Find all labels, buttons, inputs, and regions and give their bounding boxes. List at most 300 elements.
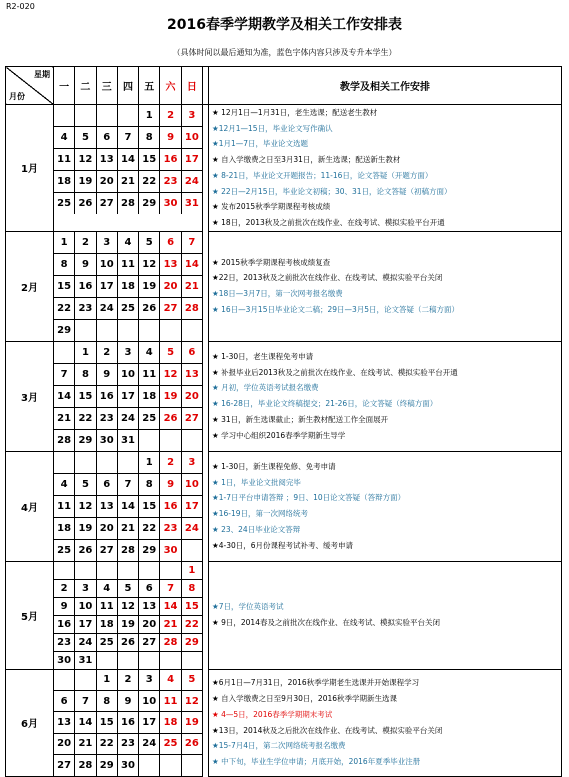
calendar-week xyxy=(54,711,202,732)
calendar-day: 30 xyxy=(159,193,180,214)
corner-header xyxy=(6,67,54,105)
calendar-day: 5 xyxy=(159,342,180,363)
calendar-day xyxy=(138,320,159,341)
calendar-day: 21 xyxy=(117,171,138,192)
calendar-day: 4 xyxy=(117,232,138,253)
calendar-day xyxy=(96,105,117,126)
calendar-day: 13 xyxy=(96,496,117,517)
calendar-day: 1 xyxy=(60,236,68,248)
event-item: ★ 发布2015秋季学期课程考核成绩 xyxy=(212,202,331,212)
calendar-day: 26 xyxy=(74,540,95,561)
weekday-header-cell: 四 xyxy=(117,67,138,104)
calendar-day: 20 xyxy=(181,386,202,407)
month-row xyxy=(6,451,562,561)
weekday-header xyxy=(54,67,203,105)
calendar-day: 27 xyxy=(159,298,180,319)
month-events xyxy=(209,105,562,232)
calendar-day xyxy=(74,562,95,579)
calendar-week xyxy=(54,342,202,363)
calendar-day: 2 xyxy=(60,582,68,594)
calendar-day: 10 xyxy=(96,254,117,275)
calendar-day: 13 xyxy=(159,254,180,275)
calendar-day: 23 xyxy=(57,636,72,648)
calendar-day: 13 xyxy=(96,149,117,170)
event-item: ★ 16-28日，毕业论文终稿提交；21-26日，论文答疑（终稿方面） xyxy=(212,399,438,409)
calendar-week xyxy=(54,319,202,341)
weekday-header-cell: 五 xyxy=(138,67,159,104)
calendar-day: 11 xyxy=(117,254,138,275)
calendar-day: 14 xyxy=(117,496,138,517)
event-item: ★4-30日，6月份课程考试补考、缓考申请 xyxy=(212,540,354,550)
calendar-day: 15 xyxy=(96,712,117,732)
calendar-day: 26 xyxy=(117,634,138,651)
calendar-day: 17 xyxy=(181,496,202,517)
calendar-day: 16 xyxy=(57,618,72,630)
calendar-day: 20 xyxy=(159,276,180,297)
month-row xyxy=(6,669,562,776)
calendar-day: 28 xyxy=(117,193,138,214)
schedule-table xyxy=(5,66,562,777)
calendar-day: 15 xyxy=(138,496,159,517)
calendar-week xyxy=(54,754,202,775)
calendar-day xyxy=(96,320,117,341)
month-events xyxy=(209,669,562,776)
calendar-day: 19 xyxy=(74,171,95,192)
calendar-week xyxy=(54,473,202,495)
month-calendar xyxy=(54,105,203,232)
calendar-day xyxy=(159,562,180,579)
calendar-day: 16 xyxy=(117,712,138,732)
calendar-day: 2 xyxy=(117,670,138,690)
calendar-day: 3 xyxy=(74,580,95,597)
event-item: ★ 31日，新生选课截止；新生教材配送工作全面展开 xyxy=(212,414,389,424)
calendar-week xyxy=(54,363,202,385)
calendar-day xyxy=(74,452,95,473)
month-calendar xyxy=(54,669,203,776)
calendar-week xyxy=(54,148,202,170)
calendar-day xyxy=(181,755,202,775)
calendar-week xyxy=(54,597,202,615)
calendar-day: 13 xyxy=(181,364,202,385)
calendar-day: 16 xyxy=(159,496,180,517)
calendar-day: 23 xyxy=(96,408,117,429)
calendar-day: 20 xyxy=(138,616,159,633)
calendar-day: 6 xyxy=(96,474,117,495)
page-subtitle: （具体时间以最后通知为准，蓝色字体内容只涉及专升本学生） xyxy=(172,48,397,57)
calendar-day: 23 xyxy=(117,734,138,754)
weekday-header-cell: 一 xyxy=(59,82,70,93)
calendar-day: 13 xyxy=(138,598,159,615)
calendar-day: 26 xyxy=(181,734,202,754)
event-item: ★ 学习中心组织2016春季学期新生导学 xyxy=(212,430,346,440)
calendar-day: 28 xyxy=(57,434,72,446)
event-item: ★ 16日—3月15日毕业论文二稿；29日—3月5日，论文答疑（二稿方面） xyxy=(212,304,460,314)
calendar-day: 29 xyxy=(138,193,159,214)
calendar-day: 21 xyxy=(74,734,95,754)
month-label: 4月 xyxy=(6,451,54,561)
calendar-week xyxy=(54,105,202,126)
calendar-day: 14 xyxy=(117,149,138,170)
calendar-day xyxy=(159,430,180,451)
calendar-day: 27 xyxy=(181,408,202,429)
calendar-day: 30 xyxy=(96,430,117,451)
month-row xyxy=(6,341,562,451)
calendar-week xyxy=(54,126,202,148)
calendar-day: 4 xyxy=(96,580,117,597)
calendar-day: 15 xyxy=(57,280,72,292)
calendar-day: 7 xyxy=(159,580,180,597)
calendar-day: 20 xyxy=(57,738,72,750)
calendar-day xyxy=(138,562,159,579)
event-item: ★1-7日平台申请答辩 ；9日、10日论文答疑（答辩方面） xyxy=(212,493,406,503)
calendar-day: 18 xyxy=(159,712,180,732)
calendar-day: 14 xyxy=(181,254,202,275)
calendar-day: 8 xyxy=(96,691,117,711)
calendar-day: 15 xyxy=(74,386,95,407)
event-item: ★ 18日，2013秋及之前批次在线作业、在线考试、模拟实验平台开通 xyxy=(212,217,445,227)
calendar-day: 17 xyxy=(96,276,117,297)
calendar-day: 21 xyxy=(117,518,138,539)
calendar-day xyxy=(96,452,117,473)
calendar-week xyxy=(54,232,202,253)
calendar-day: 7 xyxy=(60,368,68,380)
calendar-day: 22 xyxy=(96,734,117,754)
calendar-day: 30 xyxy=(117,755,138,775)
event-item: ★ 4—5日，2016春季学期期末考试 xyxy=(212,709,333,719)
calendar-week xyxy=(54,253,202,275)
calendar-day: 29 xyxy=(57,324,72,336)
calendar-day: 9 xyxy=(74,254,95,275)
calendar-day: 23 xyxy=(159,518,180,539)
event-item: ★15-7月4日，第二次网络统考报名缴费 xyxy=(212,741,346,751)
calendar-day: 20 xyxy=(96,518,117,539)
calendar-day: 3 xyxy=(117,342,138,363)
calendar-day: 6 xyxy=(181,342,202,363)
calendar-day: 13 xyxy=(57,717,72,729)
document-code: R2-020 xyxy=(6,2,35,11)
calendar-day xyxy=(181,430,202,451)
calendar-day: 19 xyxy=(181,712,202,732)
calendar-day: 4 xyxy=(159,670,180,690)
calendar-day: 9 xyxy=(60,600,68,612)
month-label: 3月 xyxy=(6,341,54,451)
event-item: ★13日，2014秋及之后批次在线作业、在线考试、模拟实验平台关闭 xyxy=(212,725,443,735)
calendar-day: 9 xyxy=(117,691,138,711)
event-item: ★22日，2013秋及之前批次在线作业、在线考试、模拟实验平台关闭 xyxy=(212,273,443,283)
calendar-day: 31 xyxy=(117,430,138,451)
calendar-day: 1 xyxy=(74,342,95,363)
weekday-header-cell: 六 xyxy=(159,67,180,104)
calendar-day: 25 xyxy=(57,544,72,556)
month-events xyxy=(209,231,562,341)
calendar-day: 16 xyxy=(96,386,117,407)
event-item: ★ 1-30日，新生课程免修、免考申请 xyxy=(212,462,336,472)
calendar-day: 6 xyxy=(159,232,180,253)
event-item: ★ 补报毕业后2013秋及之前批次在线作业、在线考试、模拟实验平台开通 xyxy=(212,367,458,377)
calendar-day: 23 xyxy=(159,171,180,192)
calendar-day: 12 xyxy=(74,149,95,170)
month-label: 1月 xyxy=(6,105,54,232)
calendar-day: 22 xyxy=(138,171,159,192)
calendar-day: 28 xyxy=(159,634,180,651)
calendar-day: 2 xyxy=(74,232,95,253)
weekday-header-cell: 日 xyxy=(181,67,202,104)
calendar-day: 23 xyxy=(74,298,95,319)
calendar-day xyxy=(54,105,74,126)
calendar-week xyxy=(54,517,202,539)
calendar-day: 28 xyxy=(117,540,138,561)
calendar-week xyxy=(54,733,202,754)
calendar-day: 1 xyxy=(181,562,202,579)
calendar-day: 5 xyxy=(74,474,95,495)
calendar-day: 9 xyxy=(159,127,180,148)
calendar-day: 6 xyxy=(60,695,68,707)
calendar-day: 11 xyxy=(96,598,117,615)
event-item: ★6月1日—7月31日，2016秋季学期老生选课并开始课程学习 xyxy=(212,678,420,688)
calendar-day xyxy=(54,452,74,473)
calendar-day: 24 xyxy=(117,408,138,429)
weekday-header-cell: 二 xyxy=(74,67,95,104)
calendar-week xyxy=(54,562,202,579)
weekday-header-cell: 三 xyxy=(96,67,117,104)
calendar-day: 8 xyxy=(74,364,95,385)
calendar-week xyxy=(54,690,202,711)
event-item: ★18日—3月7日，第一次网考报名缴费 xyxy=(212,289,343,299)
calendar-day xyxy=(181,652,202,669)
calendar-day: 2 xyxy=(96,342,117,363)
month-calendar xyxy=(54,451,203,561)
calendar-week xyxy=(54,670,202,690)
calendar-day: 8 xyxy=(60,258,68,270)
calendar-day: 24 xyxy=(138,734,159,754)
calendar-day: 5 xyxy=(74,127,95,148)
calendar-day: 10 xyxy=(74,598,95,615)
event-item: ★ 中下旬，毕业生学位申请；月底开始，2016年夏季毕业注册 xyxy=(212,757,421,766)
calendar-day: 7 xyxy=(74,691,95,711)
events-header: 教学及相关工作安排 xyxy=(209,67,562,105)
calendar-week xyxy=(54,651,202,669)
calendar-day: 22 xyxy=(138,518,159,539)
calendar-day: 31 xyxy=(74,652,95,669)
calendar-week xyxy=(54,275,202,297)
calendar-day xyxy=(138,652,159,669)
calendar-day: 8 xyxy=(181,580,202,597)
calendar-day: 17 xyxy=(117,386,138,407)
calendar-day xyxy=(181,540,202,561)
calendar-day xyxy=(159,320,180,341)
calendar-day: 11 xyxy=(138,364,159,385)
month-events xyxy=(209,341,562,451)
calendar-day: 1 xyxy=(138,105,159,126)
calendar-day: 10 xyxy=(181,474,202,495)
month-label: 6月 xyxy=(6,669,54,776)
month-calendar xyxy=(54,561,203,669)
calendar-day: 12 xyxy=(138,254,159,275)
calendar-day: 22 xyxy=(181,616,202,633)
calendar-day: 25 xyxy=(117,298,138,319)
calendar-day: 17 xyxy=(181,149,202,170)
event-item: ★ 自入学缴费之日至9月30日，2016秋季学期新生选课 xyxy=(212,694,398,704)
calendar-day: 6 xyxy=(138,580,159,597)
calendar-week xyxy=(54,407,202,429)
calendar-week xyxy=(54,495,202,517)
calendar-day: 10 xyxy=(117,364,138,385)
calendar-day: 28 xyxy=(181,298,202,319)
calendar-week xyxy=(54,170,202,192)
calendar-day: 27 xyxy=(138,634,159,651)
event-item: ★7日，学位英语考试 xyxy=(212,602,284,612)
calendar-day: 19 xyxy=(117,616,138,633)
calendar-day xyxy=(181,320,202,341)
corner-month-label: 月份 xyxy=(9,92,25,101)
calendar-day: 18 xyxy=(138,386,159,407)
calendar-day: 31 xyxy=(181,193,202,214)
calendar-week xyxy=(54,192,202,214)
calendar-day: 22 xyxy=(74,408,95,429)
month-label: 5月 xyxy=(6,561,54,669)
calendar-day: 1 xyxy=(96,670,117,690)
calendar-day: 29 xyxy=(181,634,202,651)
calendar-day xyxy=(54,342,74,363)
event-item: ★ 2015秋季学期课程考核成绩复查 xyxy=(212,257,331,267)
calendar-day: 5 xyxy=(117,580,138,597)
calendar-day: 20 xyxy=(96,171,117,192)
calendar-day xyxy=(117,320,138,341)
calendar-day xyxy=(54,562,74,579)
calendar-day: 14 xyxy=(57,390,72,402)
calendar-day: 16 xyxy=(74,276,95,297)
event-item: ★ 1-30日，老生课程免考申请 xyxy=(212,352,314,362)
calendar-day xyxy=(54,670,74,690)
calendar-day: 7 xyxy=(117,474,138,495)
event-item: ★ 自入学缴费之日至3月31日，新生选课；配送新生教材 xyxy=(212,155,401,165)
calendar-day: 1 xyxy=(138,452,159,473)
calendar-day: 21 xyxy=(57,412,72,424)
calendar-day: 30 xyxy=(159,540,180,561)
event-item: ★16-19日，第一次网络统考 xyxy=(212,509,309,519)
calendar-day: 12 xyxy=(74,496,95,517)
calendar-day: 28 xyxy=(74,755,95,775)
calendar-day: 25 xyxy=(138,408,159,429)
calendar-day: 6 xyxy=(96,127,117,148)
calendar-day: 10 xyxy=(181,127,202,148)
calendar-day: 27 xyxy=(57,759,72,771)
calendar-day xyxy=(117,105,138,126)
header-row xyxy=(6,67,562,105)
calendar-day xyxy=(96,562,117,579)
event-item: ★ 1日，毕业论文批阅完毕 xyxy=(212,477,301,487)
calendar-day: 10 xyxy=(138,691,159,711)
calendar-day: 3 xyxy=(96,232,117,253)
calendar-day: 27 xyxy=(96,540,117,561)
calendar-day: 25 xyxy=(159,734,180,754)
month-label: 2月 xyxy=(6,231,54,341)
calendar-day: 18 xyxy=(96,616,117,633)
calendar-day: 5 xyxy=(181,670,202,690)
event-item: ★12月1—15日，毕业论文写作确认 xyxy=(212,123,333,133)
calendar-day: 26 xyxy=(138,298,159,319)
calendar-day: 4 xyxy=(60,478,68,490)
calendar-day: 21 xyxy=(181,276,202,297)
calendar-day: 7 xyxy=(181,232,202,253)
calendar-day: 9 xyxy=(159,474,180,495)
corner-weekday-label: 星期 xyxy=(34,70,50,79)
calendar-day: 14 xyxy=(74,712,95,732)
calendar-day: 11 xyxy=(57,154,72,165)
calendar-day: 24 xyxy=(181,171,202,192)
calendar-day: 12 xyxy=(181,691,202,711)
month-calendar xyxy=(54,231,203,341)
calendar-week xyxy=(54,579,202,597)
calendar-week xyxy=(54,297,202,319)
calendar-day: 22 xyxy=(57,302,72,314)
calendar-day: 8 xyxy=(138,127,159,148)
calendar-week xyxy=(54,452,202,473)
calendar-day: 3 xyxy=(181,105,202,126)
calendar-day xyxy=(138,430,159,451)
month-events xyxy=(209,451,562,561)
calendar-day: 26 xyxy=(159,408,180,429)
calendar-day xyxy=(96,652,117,669)
calendar-day: 5 xyxy=(138,232,159,253)
calendar-day: 9 xyxy=(96,364,117,385)
calendar-day: 27 xyxy=(96,193,117,214)
event-item: ★ 23、24日毕业论文答辩 xyxy=(212,524,301,534)
calendar-day: 17 xyxy=(74,616,95,633)
event-item: ★ 月初，学位英语考试报名缴费 xyxy=(212,383,319,393)
calendar-day xyxy=(159,755,180,775)
calendar-day: 24 xyxy=(74,634,95,651)
calendar-day: 30 xyxy=(57,654,72,666)
event-item: ★ 9日，2014春及之前批次在线作业、在线考试、模拟实验平台关闭 xyxy=(212,618,440,628)
calendar-day: 11 xyxy=(159,691,180,711)
calendar-day: 26 xyxy=(74,193,95,214)
calendar-day: 4 xyxy=(60,132,68,143)
calendar-day xyxy=(117,652,138,669)
month-row xyxy=(6,105,562,232)
calendar-day: 15 xyxy=(181,598,202,615)
month-calendar xyxy=(54,341,203,451)
calendar-day: 14 xyxy=(159,598,180,615)
calendar-day: 7 xyxy=(117,127,138,148)
calendar-day: 19 xyxy=(74,518,95,539)
calendar-day: 16 xyxy=(159,149,180,170)
month-row xyxy=(6,231,562,341)
event-item: ★ 22日—2月15日，毕业论文初稿；30、31日，论文答疑（初稿方面） xyxy=(212,186,452,196)
calendar-day: 2 xyxy=(159,105,180,126)
calendar-day: 29 xyxy=(96,755,117,775)
calendar-day: 17 xyxy=(138,712,159,732)
calendar-day: 19 xyxy=(138,276,159,297)
calendar-day: 12 xyxy=(159,364,180,385)
calendar-day xyxy=(159,652,180,669)
calendar-day: 15 xyxy=(138,149,159,170)
calendar-week xyxy=(54,633,202,651)
calendar-day: 3 xyxy=(181,452,202,473)
calendar-day: 19 xyxy=(159,386,180,407)
calendar-day: 18 xyxy=(57,522,72,534)
calendar-day: 4 xyxy=(138,342,159,363)
calendar-week xyxy=(54,385,202,407)
calendar-day: 29 xyxy=(74,430,95,451)
calendar-day xyxy=(74,320,95,341)
calendar-day xyxy=(117,452,138,473)
event-item: ★ 8-21日，毕业论文开题报告；11-16日，论文答疑（开题方面） xyxy=(212,170,433,180)
event-item: ★ 12月1日—1月31日，老生选课；配送老生教材 xyxy=(212,108,378,117)
month-events xyxy=(209,561,562,669)
calendar-day: 24 xyxy=(181,518,202,539)
calendar-week xyxy=(54,615,202,633)
